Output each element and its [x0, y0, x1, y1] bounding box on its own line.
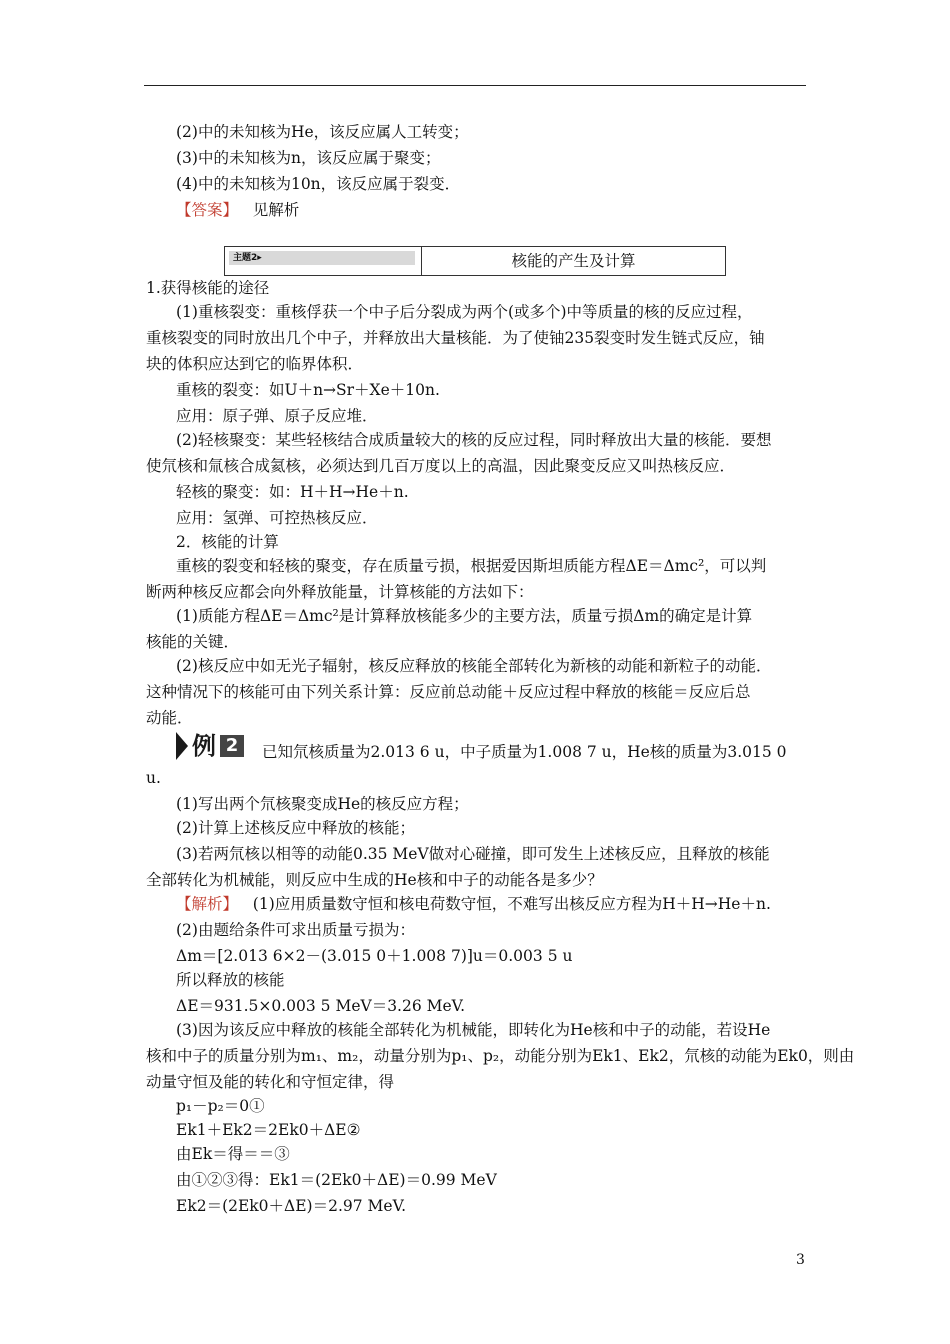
equation-line: 由Ek＝得＝＝③ [176, 1145, 290, 1163]
equation-line: Ek2＝(2Ek0＋ΔE)＝2.97 MeV. [176, 1197, 406, 1215]
answer-line [176, 200, 299, 220]
solution-line: 动量守恒及能的转化和守恒定律，得 [146, 1073, 395, 1091]
paragraph-line: (2)核反应中如无光子辐射，核反应释放的核能全部转化为新核的动能和新粒子的动能． [176, 657, 772, 675]
answer-text: 见解析 [252, 201, 300, 219]
paragraph-line: 断两种核反应都会向外释放能量，计算核能的方法如下： [146, 583, 534, 601]
question-line: (2)计算上述核反应中释放的核能； [176, 819, 415, 837]
paragraph-line: (1)质能方程ΔE＝Δmc²是计算释放核能多少的主要方法，质量亏损Δm的确定是计算 [176, 607, 753, 625]
topic-header [224, 246, 726, 276]
page-number: 3 [796, 1252, 805, 1268]
question-line: (3)若两氘核以相等的动能0.35 MeV做对心碰撞，即可发生上述核反应，且释放的核能 [176, 845, 770, 863]
example-badge [176, 732, 244, 760]
solution-text: (1)应用质量数守恒和核电荷数守恒，不难写出核反应方程为H＋H→He＋n. [252, 895, 771, 913]
solution-line: 核和中子的质量分别为m₁、m₂，动量分别为p₁、p₂，动能分别为Ek1、Ek2，氘核的动能为Ek0，则由 [146, 1047, 855, 1065]
paragraph-line: 块的体积应达到它的临界体积． [146, 355, 364, 373]
question-line: 全部转化为机械能，则反应中生成的He核和中子的动能各是多少？ [146, 871, 603, 889]
paragraph-line: 动能． [146, 709, 193, 727]
equation-line: 轻核的聚变：如：H＋H→He＋n. [176, 483, 409, 501]
equation-line: Δm＝[2.013 6×2－(3.015 0＋1.008 7)]u＝0.003 5 u [176, 947, 573, 965]
text-line: (4)中的未知核为10n，该反应属于裂变． [176, 175, 461, 193]
paragraph-line: 使氘核和氚核合成氦核，必须达到几百万度以上的高温，因此聚变反应又叫热核反应． [146, 457, 736, 475]
question-line: (1)写出两个氘核聚变成He的核反应方程； [176, 795, 469, 813]
paragraph-line: 应用：氢弹、可控热核反应． [176, 509, 378, 527]
paragraph-line: 重核的裂变和轻核的聚变，存在质量亏损，根据爱因斯坦质能方程ΔE＝Δmc²，可以判 [176, 557, 767, 575]
example-stem: 已知氘核质量为2.013 6 u，中子质量为1.008 7 u，He核的质量为3.015 0 [262, 743, 787, 761]
topic-title: 核能的产生及计算 [511, 252, 636, 270]
topic-left-cell [225, 247, 422, 275]
equation-line: ΔE＝931.5×0.003 5 MeV＝3.26 MeV. [176, 997, 466, 1015]
solution-line: 所以释放的核能 [176, 971, 285, 989]
paragraph-line: (2)轻核聚变：某些轻核结合成质量较大的核的反应过程，同时释放出大量的核能．要想 [176, 431, 772, 449]
solution-line: (2)由题给条件可求出质量亏损为： [176, 921, 415, 939]
example-number: 2 [220, 735, 244, 757]
equation-line: p₁－p₂＝0① [176, 1097, 265, 1115]
paragraph-line: 重核裂变的同时放出几个中子，并释放出大量核能．为了使铀235裂变时发生链式反应，铀 [146, 329, 765, 347]
text-line: (3)中的未知核为n，该反应属于聚变； [176, 149, 441, 167]
text-line: (2)中的未知核为He，该反应属人工转变； [176, 123, 469, 141]
paragraph-line: (1)重核裂变：重核俘获一个中子后分裂成为两个(或多个)中等质量的核的反应过程， [176, 303, 753, 321]
section-heading: 2．核能的计算 [176, 533, 279, 551]
arrow-icon [176, 732, 188, 760]
paragraph-line: 核能的关键． [146, 633, 240, 651]
equation-line: Ek1＋Ek2＝2Ek0＋ΔE② [176, 1121, 361, 1139]
header-rule [144, 85, 806, 86]
paragraph-line: 应用：原子弹、原子反应堆． [176, 407, 378, 425]
answer-tag: 【答案】 [176, 201, 239, 219]
solution-line [176, 894, 771, 914]
solution-line: (3)因为该反应中释放的核能全部转化为机械能，即转化为He核和中子的动能，若设He [176, 1021, 771, 1039]
topic-tag: 主题2▸ [229, 251, 415, 265]
example-stem: u. [146, 769, 161, 787]
paragraph-line: 这种情况下的核能可由下列关系计算：反应前总动能＋反应过程中释放的核能＝反应后总 [146, 683, 751, 701]
solution-tag: 【解析】 [176, 895, 239, 913]
section-heading: 1.获得核能的途径 [146, 279, 270, 297]
example-label: 例 [192, 732, 216, 760]
equation-line: 由①②③得：Ek1＝(2Ek0＋ΔE)＝0.99 MeV [176, 1171, 497, 1189]
equation-line: 重核的裂变：如U＋n→Sr＋Xe＋10n. [176, 381, 440, 399]
